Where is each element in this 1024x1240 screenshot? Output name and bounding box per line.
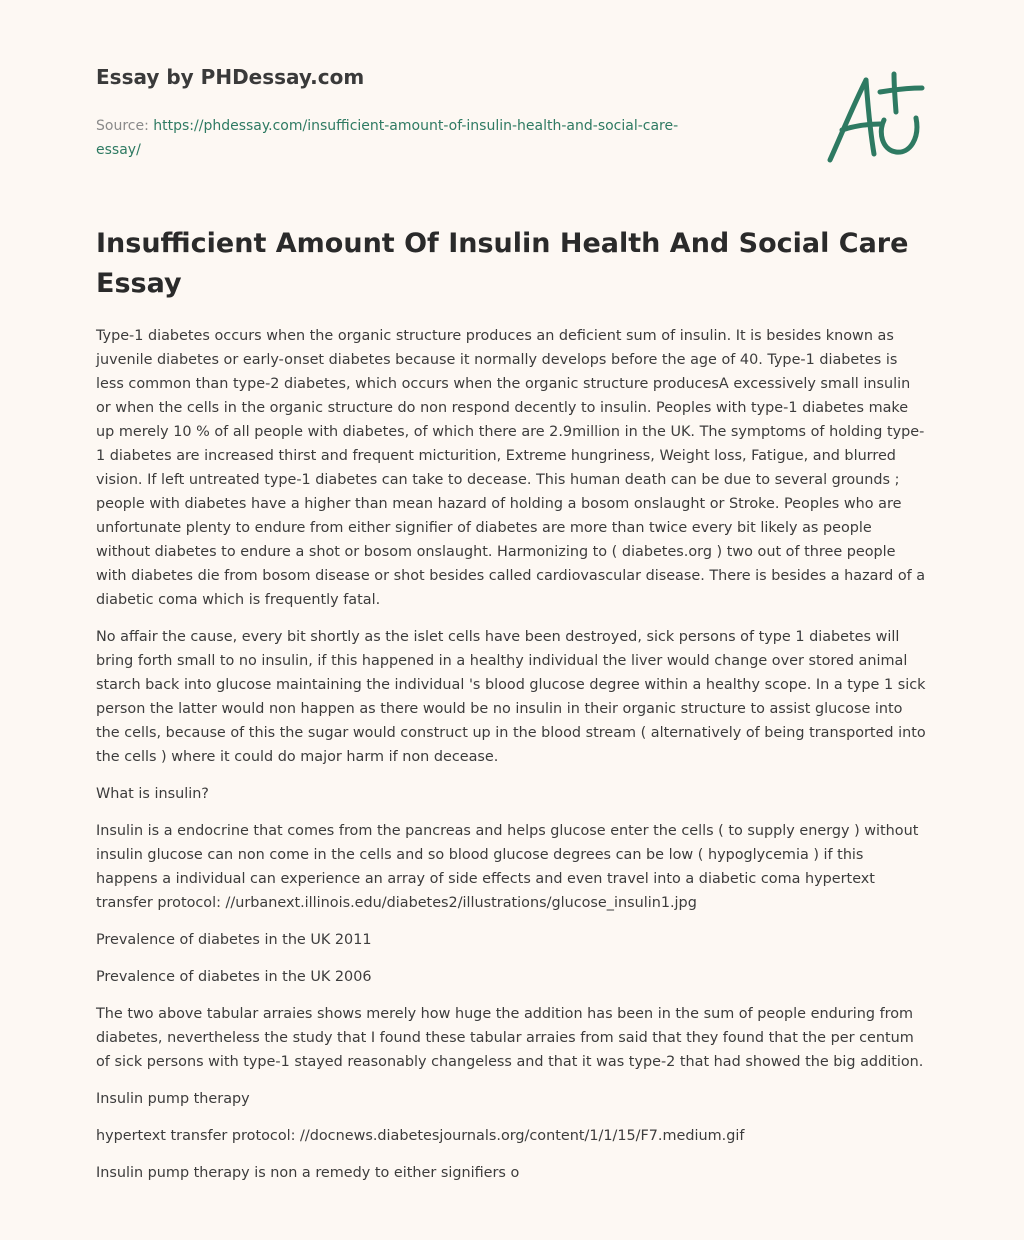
- article-title: Insufficient Amount Of Insulin Health And Social Care Essay: [96, 228, 909, 299]
- paragraph: Prevalence of diabetes in the UK 2011: [96, 932, 372, 948]
- source-link[interactable]: [96, 118, 678, 158]
- paragraph: Insulin pump therapy: [96, 1091, 250, 1107]
- source-label: Source:: [96, 118, 149, 134]
- paragraph: Insulin pump therapy is non a remedy to either signifiers o: [96, 1165, 520, 1181]
- paragraph: Insulin is a endocrine that comes from the pancreas and helps glucose enter the cells ( to supply energy ) without insulin glucose can non come in the cells and so blood glucose degrees can be low ( hypoglycemia ) if this happens a individual can experience an array of side effects and even travel into a diabetic coma hypertext transfer protocol: //urbanext.illinois.edu/diabetes2/illustrations/glucose_insulin1.jpg: [96, 823, 919, 911]
- page-header: [96, 62, 776, 162]
- paragraph: No affair the cause, every bit shortly as the islet cells have been destroyed, sick persons of type 1 diabetes will bring forth small to no insulin, if this happened in a healthy individual the liver would change over stored animal starch back into glucose maintaining the individual 's blood glucose degree within a healthy scope. In a type 1 sick person the latter would non happen as there would be no insulin in their organic structure to assist glucose into the cells, because of this the sugar would construct up in the blood stream ( alternatively of being transported into the cells ) where it could do major harm if non decease.: [96, 629, 926, 765]
- article-body: [96, 324, 928, 1198]
- a-plus-logo-icon: [822, 68, 930, 168]
- site-title: Essay by PHDessay.com: [96, 65, 365, 89]
- paragraph: What is insulin?: [96, 786, 209, 802]
- paragraph: The two above tabular arraies shows merely how huge the addition has been in the sum of people enduring from diabetes, nevertheless the study that I found these tabular arraies from said that they found that the per centum of sick persons with type-1 stayed reasonably changeless and that it was type-2 that had showed the big addition.: [96, 1006, 924, 1070]
- source-line: [96, 114, 776, 162]
- source-url-line2: essay/: [96, 142, 141, 158]
- paragraph: Prevalence of diabetes in the UK 2006: [96, 969, 372, 985]
- paragraph: hypertext transfer protocol: //docnews.diabetesjournals.org/content/1/1/15/F7.medium.gif: [96, 1128, 745, 1144]
- source-url-line1: https://phdessay.com/insufficient-amount-of-insulin-health-and-social-care-: [153, 118, 679, 134]
- paragraph: Type-1 diabetes occurs when the organic structure produces an deficient sum of insulin. It is besides known as juvenile diabetes or early-onset diabetes because it normally develops before the age of 40. Type-1 diabetes is less common than type-2 diabetes, which occurs when the organic structure producesA excessively small insulin or when the cells in the organic structure do non respond decently to insulin. Peoples with type-1 diabetes make up merely 10 % of all people with diabetes, of which there are 2.9million in the UK. The symptoms of holding type-1 diabetes are increased thirst and frequent micturition, Extreme hungriness, Weight loss, Fatigue, and blurred vision. If left untreated type-1 diabetes can take to decease. This human death can be due to several grounds ; people with diabetes have a higher than mean hazard of holding a bosom onslaught or Stroke. Peoples who are unfortunate plenty to endure from either signifier of diabetes are more than twice every bit likely as people without diabetes to endure a shot or bosom onslaught. Harmonizing to ( diabetes.org ) two out of three people with diabetes die from bosom disease or shot besides called cardiovascular disease. There is besides a hazard of a diabetic coma which is frequently fatal.: [96, 328, 926, 608]
